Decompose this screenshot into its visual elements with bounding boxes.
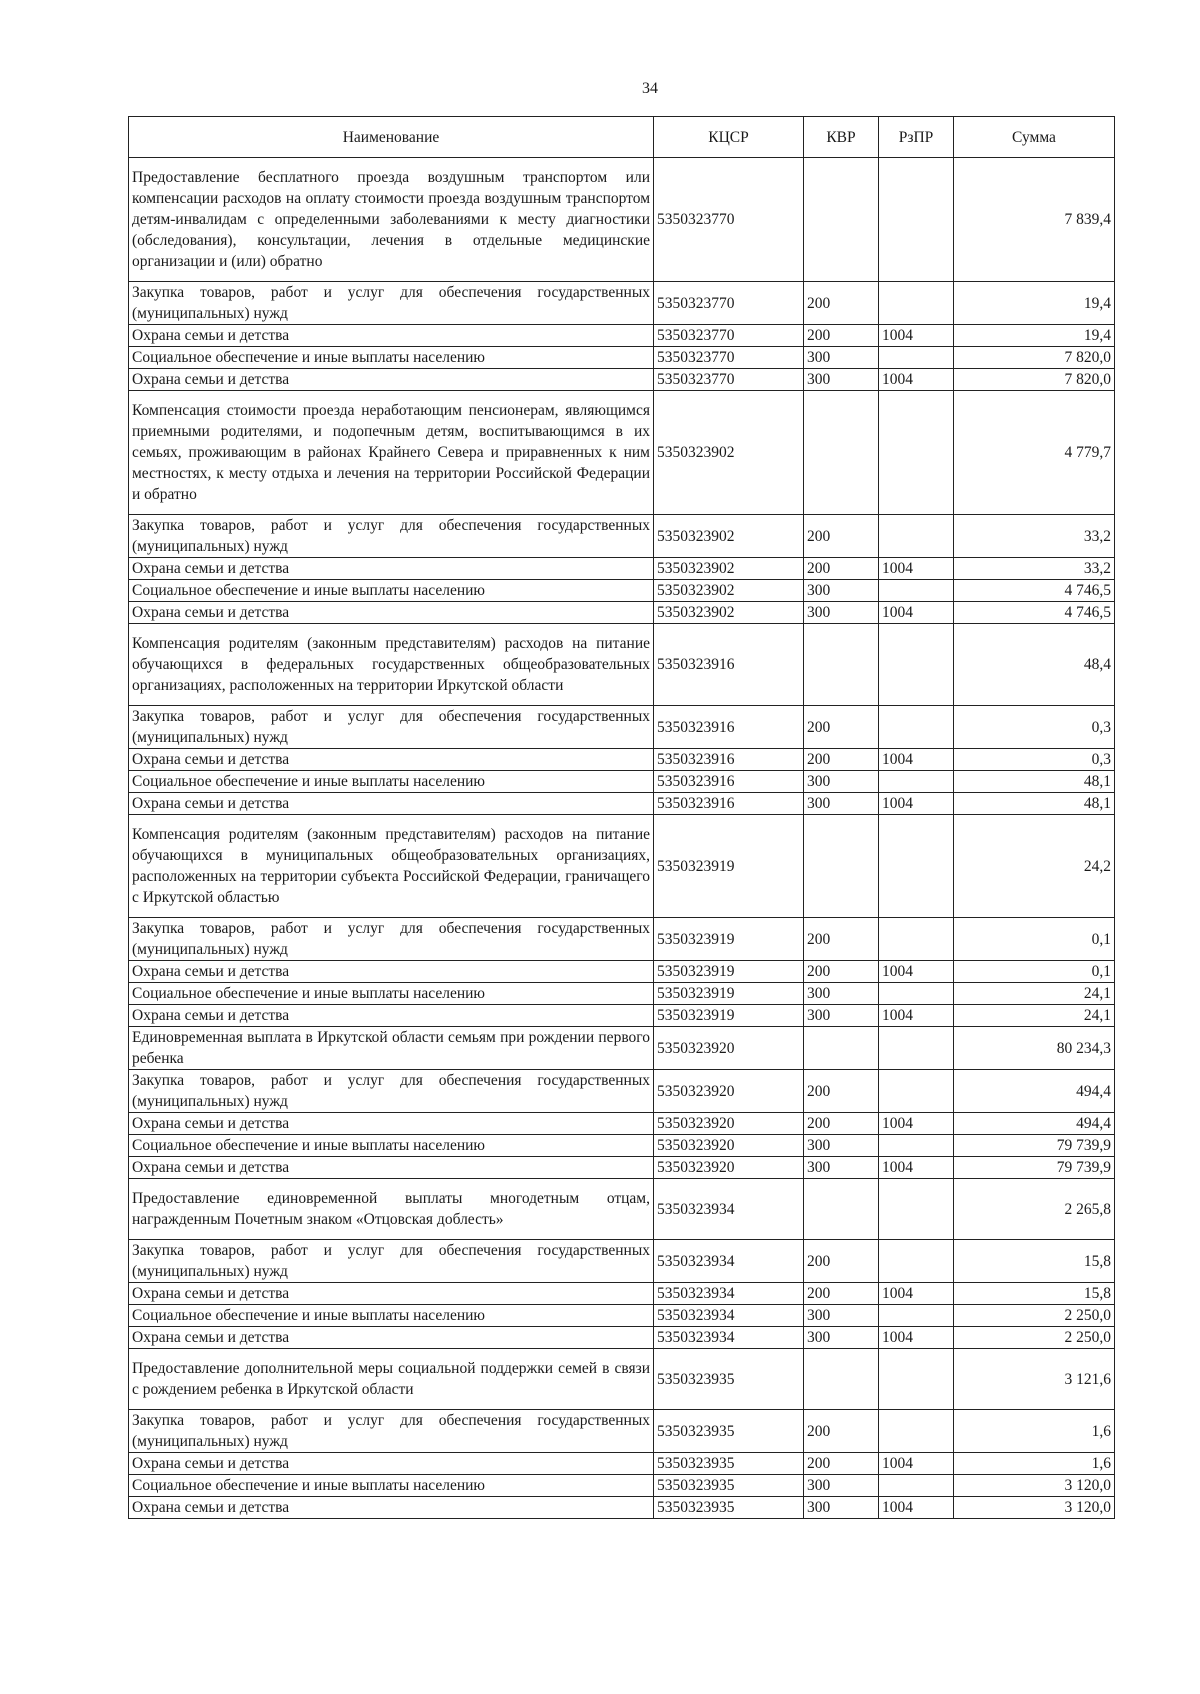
cell-kvr: 300	[804, 580, 879, 602]
cell-kcsr: 5350323919	[654, 815, 804, 918]
cell-kvr: 300	[804, 347, 879, 369]
cell-sum: 1,6	[954, 1410, 1115, 1453]
cell-kvr: 300	[804, 1497, 879, 1519]
cell-sum: 48,1	[954, 771, 1115, 793]
cell-kcsr: 5350323920	[654, 1157, 804, 1179]
cell-sum: 7 839,4	[954, 158, 1115, 282]
cell-name: Охрана семьи и детства	[129, 1113, 654, 1135]
cell-kvr: 200	[804, 1113, 879, 1135]
cell-kcsr: 5350323902	[654, 558, 804, 580]
cell-rzpr	[879, 158, 954, 282]
cell-name: Охрана семьи и детства	[129, 325, 654, 347]
table-row	[129, 961, 1115, 983]
cell-rzpr: 1004	[879, 1113, 954, 1135]
cell-kcsr: 5350323920	[654, 1070, 804, 1113]
cell-kvr: 200	[804, 1240, 879, 1283]
header-kvr: КВР	[804, 117, 879, 158]
cell-rzpr: 1004	[879, 1497, 954, 1519]
cell-sum: 4 746,5	[954, 580, 1115, 602]
cell-name: Охрана семьи и детства	[129, 1005, 654, 1027]
cell-kvr: 200	[804, 706, 879, 749]
cell-rzpr	[879, 1179, 954, 1240]
cell-kvr: 300	[804, 983, 879, 1005]
cell-rzpr	[879, 1027, 954, 1070]
cell-sum: 24,1	[954, 1005, 1115, 1027]
cell-name: Охрана семьи и детства	[129, 1157, 654, 1179]
cell-kvr	[804, 1349, 879, 1410]
table-row	[129, 793, 1115, 815]
cell-name: Единовременная выплата в Иркутской области семьям при рождении первого ребенка	[129, 1027, 654, 1070]
table-row	[129, 1475, 1115, 1497]
cell-kvr	[804, 158, 879, 282]
table-row	[129, 815, 1115, 918]
cell-sum: 3 121,6	[954, 1349, 1115, 1410]
table-row	[129, 1349, 1115, 1410]
table-row	[129, 282, 1115, 325]
cell-rzpr	[879, 1135, 954, 1157]
cell-sum: 4 746,5	[954, 602, 1115, 624]
cell-sum: 7 820,0	[954, 369, 1115, 391]
cell-kcsr: 5350323902	[654, 515, 804, 558]
table-row	[129, 1179, 1115, 1240]
cell-name: Охрана семьи и детства	[129, 1453, 654, 1475]
cell-name: Социальное обеспечение и иные выплаты населению	[129, 580, 654, 602]
cell-rzpr	[879, 706, 954, 749]
cell-kcsr: 5350323916	[654, 793, 804, 815]
cell-kvr: 200	[804, 918, 879, 961]
table-row	[129, 918, 1115, 961]
cell-kcsr: 5350323770	[654, 369, 804, 391]
cell-rzpr	[879, 515, 954, 558]
cell-kcsr: 5350323770	[654, 282, 804, 325]
cell-rzpr	[879, 1305, 954, 1327]
cell-name: Социальное обеспечение и иные выплаты населению	[129, 771, 654, 793]
cell-sum: 0,1	[954, 918, 1115, 961]
table-row	[129, 325, 1115, 347]
cell-kcsr: 5350323920	[654, 1113, 804, 1135]
cell-kcsr: 5350323770	[654, 347, 804, 369]
table-row	[129, 558, 1115, 580]
cell-kcsr: 5350323902	[654, 580, 804, 602]
cell-sum: 1,6	[954, 1453, 1115, 1475]
table-row	[129, 347, 1115, 369]
table-row	[129, 602, 1115, 624]
cell-kcsr: 5350323934	[654, 1240, 804, 1283]
cell-kcsr: 5350323902	[654, 602, 804, 624]
cell-rzpr: 1004	[879, 1157, 954, 1179]
table-row	[129, 983, 1115, 1005]
cell-sum: 48,4	[954, 624, 1115, 706]
cell-rzpr	[879, 347, 954, 369]
cell-kvr	[804, 624, 879, 706]
cell-name: Предоставление бесплатного проезда воздушным транспортом или компенсации расходов на оплату стоимости проезда воздушным транспортом детям-инвалидам с определенными заболеваниями к месту диагностики (обследования), консультации, лечения в отдельные медицинские организации и (или) обратно	[129, 158, 654, 282]
table-row	[129, 391, 1115, 515]
table-header	[129, 117, 1115, 158]
header-name: Наименование	[129, 117, 654, 158]
cell-rzpr: 1004	[879, 602, 954, 624]
cell-kvr: 200	[804, 1410, 879, 1453]
cell-kvr: 300	[804, 1135, 879, 1157]
cell-rzpr	[879, 1410, 954, 1453]
cell-kvr: 300	[804, 602, 879, 624]
cell-kcsr: 5350323916	[654, 706, 804, 749]
cell-sum: 24,2	[954, 815, 1115, 918]
cell-name: Охрана семьи и детства	[129, 1327, 654, 1349]
cell-name: Закупка товаров, работ и услуг для обеспечения государственных (муниципальных) нужд	[129, 1410, 654, 1453]
cell-rzpr: 1004	[879, 1283, 954, 1305]
cell-kcsr: 5350323935	[654, 1410, 804, 1453]
table-row	[129, 1327, 1115, 1349]
cell-rzpr: 1004	[879, 369, 954, 391]
cell-name: Закупка товаров, работ и услуг для обеспечения государственных (муниципальных) нужд	[129, 1070, 654, 1113]
cell-kcsr: 5350323935	[654, 1349, 804, 1410]
cell-sum: 2 250,0	[954, 1305, 1115, 1327]
cell-kvr: 300	[804, 1305, 879, 1327]
cell-kcsr: 5350323770	[654, 158, 804, 282]
cell-name: Социальное обеспечение и иные выплаты населению	[129, 1475, 654, 1497]
header-kcsr: КЦСР	[654, 117, 804, 158]
cell-name: Закупка товаров, работ и услуг для обеспечения государственных (муниципальных) нужд	[129, 282, 654, 325]
cell-kcsr: 5350323770	[654, 325, 804, 347]
cell-name: Закупка товаров, работ и услуг для обеспечения государственных (муниципальных) нужд	[129, 1240, 654, 1283]
cell-rzpr: 1004	[879, 749, 954, 771]
table-row	[129, 624, 1115, 706]
header-rzpr: РзПР	[879, 117, 954, 158]
cell-rzpr: 1004	[879, 325, 954, 347]
cell-kcsr: 5350323934	[654, 1305, 804, 1327]
table-row	[129, 706, 1115, 749]
cell-kvr	[804, 391, 879, 515]
cell-name: Компенсация стоимости проезда неработающим пенсионерам, являющимся приемными родителями, и подопечным детям, воспитывающимся в их семьях, проживающим в районах Крайнего Севера и приравненных к ним местностях, к месту отдыха и лечения на территории Российской Федерации и обратно	[129, 391, 654, 515]
table-row	[129, 1453, 1115, 1475]
cell-rzpr	[879, 771, 954, 793]
cell-kcsr: 5350323934	[654, 1283, 804, 1305]
cell-rzpr	[879, 391, 954, 515]
cell-kcsr: 5350323916	[654, 771, 804, 793]
cell-kcsr: 5350323919	[654, 983, 804, 1005]
budget-table	[128, 116, 1115, 1519]
cell-kvr	[804, 815, 879, 918]
cell-rzpr	[879, 282, 954, 325]
cell-name: Предоставление единовременной выплаты многодетным отцам, награжденным Почетным знаком «Отцовская доблесть»	[129, 1179, 654, 1240]
cell-kvr: 300	[804, 771, 879, 793]
cell-rzpr: 1004	[879, 558, 954, 580]
cell-sum: 4 779,7	[954, 391, 1115, 515]
cell-name: Компенсация родителям (законным представителям) расходов на питание обучающихся в муниципальных общеобразовательных организациях, расположенных на территории субъекта Российской Федерации, граничащего с Иркутской областью	[129, 815, 654, 918]
cell-kvr: 300	[804, 1157, 879, 1179]
cell-kvr: 200	[804, 1283, 879, 1305]
cell-sum: 24,1	[954, 983, 1115, 1005]
cell-kvr: 300	[804, 1327, 879, 1349]
cell-name: Охрана семьи и детства	[129, 793, 654, 815]
cell-name: Закупка товаров, работ и услуг для обеспечения государственных (муниципальных) нужд	[129, 706, 654, 749]
cell-kvr: 200	[804, 1070, 879, 1113]
cell-kcsr: 5350323916	[654, 749, 804, 771]
cell-kcsr: 5350323934	[654, 1327, 804, 1349]
table-row	[129, 1305, 1115, 1327]
table-row	[129, 1497, 1115, 1519]
cell-sum: 33,2	[954, 558, 1115, 580]
cell-kvr: 300	[804, 1005, 879, 1027]
cell-name: Закупка товаров, работ и услуг для обеспечения государственных (муниципальных) нужд	[129, 515, 654, 558]
cell-sum: 2 265,8	[954, 1179, 1115, 1240]
cell-rzpr	[879, 624, 954, 706]
cell-rzpr	[879, 1475, 954, 1497]
cell-sum: 19,4	[954, 282, 1115, 325]
table-row	[129, 1113, 1115, 1135]
cell-name: Охрана семьи и детства	[129, 602, 654, 624]
cell-rzpr: 1004	[879, 961, 954, 983]
cell-sum: 494,4	[954, 1070, 1115, 1113]
cell-kvr	[804, 1027, 879, 1070]
table-row	[129, 158, 1115, 282]
cell-name: Социальное обеспечение и иные выплаты населению	[129, 983, 654, 1005]
cell-rzpr	[879, 580, 954, 602]
cell-kvr: 200	[804, 749, 879, 771]
table-row	[129, 515, 1115, 558]
cell-name: Охрана семьи и детства	[129, 369, 654, 391]
header-row	[129, 117, 1115, 158]
cell-sum: 80 234,3	[954, 1027, 1115, 1070]
cell-sum: 0,3	[954, 749, 1115, 771]
cell-name: Компенсация родителям (законным представителям) расходов на питание обучающихся в федеральных государственных общеобразовательных организациях, расположенных на территории Иркутской области	[129, 624, 654, 706]
cell-kcsr: 5350323934	[654, 1179, 804, 1240]
table-row	[129, 369, 1115, 391]
cell-sum: 19,4	[954, 325, 1115, 347]
cell-kcsr: 5350323935	[654, 1497, 804, 1519]
cell-sum: 33,2	[954, 515, 1115, 558]
table-row	[129, 1410, 1115, 1453]
cell-kcsr: 5350323935	[654, 1453, 804, 1475]
cell-sum: 3 120,0	[954, 1475, 1115, 1497]
cell-name: Охрана семьи и детства	[129, 1283, 654, 1305]
cell-sum: 79 739,9	[954, 1135, 1115, 1157]
cell-name: Социальное обеспечение и иные выплаты населению	[129, 1305, 654, 1327]
table-row	[129, 1157, 1115, 1179]
cell-rzpr	[879, 1070, 954, 1113]
cell-kcsr: 5350323935	[654, 1475, 804, 1497]
cell-rzpr: 1004	[879, 1327, 954, 1349]
cell-name: Охрана семьи и детства	[129, 961, 654, 983]
cell-sum: 3 120,0	[954, 1497, 1115, 1519]
page-number: 34	[642, 80, 658, 97]
cell-kcsr: 5350323916	[654, 624, 804, 706]
cell-kvr	[804, 1179, 879, 1240]
cell-kvr: 300	[804, 1475, 879, 1497]
table-row	[129, 1070, 1115, 1113]
header-sum: Сумма	[954, 117, 1115, 158]
cell-kvr: 200	[804, 961, 879, 983]
table-body	[129, 158, 1115, 1519]
cell-name: Социальное обеспечение и иные выплаты населению	[129, 347, 654, 369]
cell-sum: 15,8	[954, 1283, 1115, 1305]
cell-kvr: 300	[804, 369, 879, 391]
table-row	[129, 1005, 1115, 1027]
cell-kcsr: 5350323919	[654, 961, 804, 983]
cell-rzpr	[879, 983, 954, 1005]
cell-name: Предоставление дополнительной меры социальной поддержки семей в связи с рождением ребенка в Иркутской области	[129, 1349, 654, 1410]
cell-rzpr: 1004	[879, 1005, 954, 1027]
cell-name: Охрана семьи и детства	[129, 1497, 654, 1519]
cell-rzpr	[879, 1240, 954, 1283]
cell-sum: 2 250,0	[954, 1327, 1115, 1349]
table-row	[129, 1240, 1115, 1283]
cell-name: Закупка товаров, работ и услуг для обеспечения государственных (муниципальных) нужд	[129, 918, 654, 961]
cell-rzpr: 1004	[879, 793, 954, 815]
table-row	[129, 771, 1115, 793]
table-row	[129, 580, 1115, 602]
cell-kvr: 200	[804, 1453, 879, 1475]
cell-name: Охрана семьи и детства	[129, 749, 654, 771]
cell-kcsr: 5350323920	[654, 1135, 804, 1157]
cell-kvr: 200	[804, 558, 879, 580]
cell-sum: 494,4	[954, 1113, 1115, 1135]
table-row	[129, 1283, 1115, 1305]
table-row	[129, 749, 1115, 771]
cell-sum: 0,3	[954, 706, 1115, 749]
cell-rzpr	[879, 815, 954, 918]
cell-kvr: 200	[804, 282, 879, 325]
cell-sum: 0,1	[954, 961, 1115, 983]
cell-kvr: 200	[804, 325, 879, 347]
cell-sum: 48,1	[954, 793, 1115, 815]
cell-kvr: 300	[804, 793, 879, 815]
table-row	[129, 1135, 1115, 1157]
cell-sum: 15,8	[954, 1240, 1115, 1283]
cell-sum: 7 820,0	[954, 347, 1115, 369]
cell-kcsr: 5350323902	[654, 391, 804, 515]
cell-kcsr: 5350323919	[654, 1005, 804, 1027]
cell-name: Охрана семьи и детства	[129, 558, 654, 580]
table-row	[129, 1027, 1115, 1070]
cell-rzpr	[879, 1349, 954, 1410]
cell-kcsr: 5350323919	[654, 918, 804, 961]
cell-sum: 79 739,9	[954, 1157, 1115, 1179]
cell-kcsr: 5350323920	[654, 1027, 804, 1070]
cell-kvr: 200	[804, 515, 879, 558]
cell-name: Социальное обеспечение и иные выплаты населению	[129, 1135, 654, 1157]
cell-rzpr	[879, 918, 954, 961]
cell-rzpr: 1004	[879, 1453, 954, 1475]
